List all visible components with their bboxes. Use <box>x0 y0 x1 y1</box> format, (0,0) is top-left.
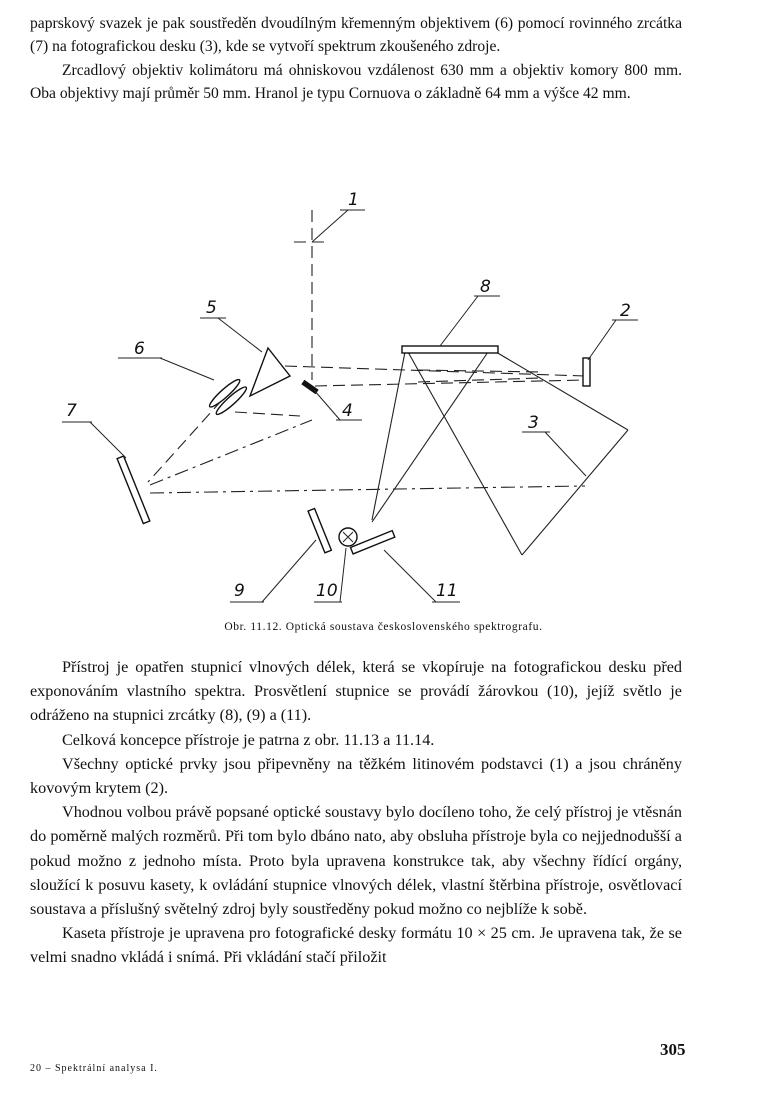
paragraph: Přístroj je opatřen stupnicí vlnových délek, která se vkopíruje na fotografickou desku před exponováním vlastního spektra. Prosvětlení stupnice se provádí žárovkou (10), jejíž světlo je odráženo na stupnici zrcátky (8), (9) a (11). <box>30 658 682 725</box>
leader-11 <box>384 550 436 602</box>
label-1: 1 <box>348 190 359 210</box>
mirror-7 <box>117 456 150 524</box>
label-6: 6 <box>134 339 145 359</box>
mirror-2 <box>583 358 590 386</box>
leader-5 <box>218 318 262 352</box>
ray-lens-to-mirror-b <box>235 412 300 416</box>
leader-7 <box>90 422 126 458</box>
label-8: 8 <box>480 277 491 297</box>
reflect-8c <box>496 352 628 430</box>
leader-2 <box>588 320 616 360</box>
reflect-plate <box>522 430 628 555</box>
label-4: 4 <box>342 401 353 421</box>
page-number: 305 <box>660 1040 686 1059</box>
label-10: 10 <box>316 581 338 601</box>
mirror-9 <box>308 508 331 552</box>
paragraph: paprskový svazek je pak soustředěn dvoudílným křemenným objektivem (6) pomocí rovinného zrcátka (7) na fotografickou desku (3), kde se vytvoří spektrum zkoušeného zdroje. <box>30 15 682 56</box>
paragraph: Kaseta přístroje je upravena pro fotografické desky formátu 10 × 25 cm. Je upravena tak, že se velmi snadno vkládá i snímá. Při vkládání stačí přiložit <box>30 924 682 967</box>
top-text-block <box>30 12 682 106</box>
ray-lens-to-mirror-a <box>148 400 222 482</box>
paragraph: Vhodnou volbou právě popsané optické soustavy bylo docíleno toho, že celý přístroj je vtěsnán do poměrně malých rozměrů. Při tom bylo dbáno nato, aby obsluha přístroje byla co nejjednodušší a pokud možno z jednoho místa. Proto byla upravena konstrukce tak, aby všechny řídící orgány, sloužící k posuvu kasety, k ovládání stupnice vlnových délek, vlastní štěrbina přístroje, osvětlovací soustava a příslušný světelný zdroj byly soustředěny pokud možno co nejblíže k sobě. <box>30 803 682 919</box>
paragraph: Zrcadlový objektiv kolimátoru má ohniskovou vzdálenost 630 mm a objektiv komory 800 mm. Oba objektivy mají průměr 50 mm. Hranol je typu Cornuova o základně 64 mm a výšce 42 mm. <box>30 61 682 103</box>
reflect-8b <box>372 352 488 522</box>
paragraph: Všechny optické prvky jsou připevněny na těžkém litinovém podstavci (1) a jsou chráněny kovovým krytem (2). <box>30 754 682 798</box>
prism-5 <box>250 348 290 396</box>
label-11: 11 <box>436 581 458 601</box>
label-9: 9 <box>234 581 245 601</box>
mirror-8 <box>402 346 498 353</box>
leader-1 <box>312 210 348 242</box>
leader-9 <box>262 540 316 602</box>
leader-3 <box>545 432 586 476</box>
label-7: 7 <box>66 401 77 421</box>
ray-collimated-upper <box>285 366 585 376</box>
paragraph: Celková koncepce přístroje je patrna z obr. 11.13 a 11.14. <box>62 730 435 749</box>
lens-6 <box>207 377 249 417</box>
optical-system-diagram <box>0 180 767 620</box>
leader-10 <box>340 548 346 602</box>
figure-caption: Obr. 11.12. Optická soustava československého spektrografu. <box>224 621 543 633</box>
label-5: 5 <box>206 298 217 318</box>
leader-6 <box>160 358 214 380</box>
reflect-8d <box>372 352 405 520</box>
label-2: 2 <box>620 301 631 321</box>
label-3: 3 <box>528 413 539 433</box>
ray-to-plate <box>150 486 585 493</box>
footer-signature: 20 – Spektrální analysa I. <box>30 1063 158 1074</box>
leader-8 <box>440 296 478 346</box>
ray-mirror7-up <box>150 420 312 485</box>
bottom-text-block <box>30 655 682 970</box>
leader-4 <box>314 390 340 420</box>
